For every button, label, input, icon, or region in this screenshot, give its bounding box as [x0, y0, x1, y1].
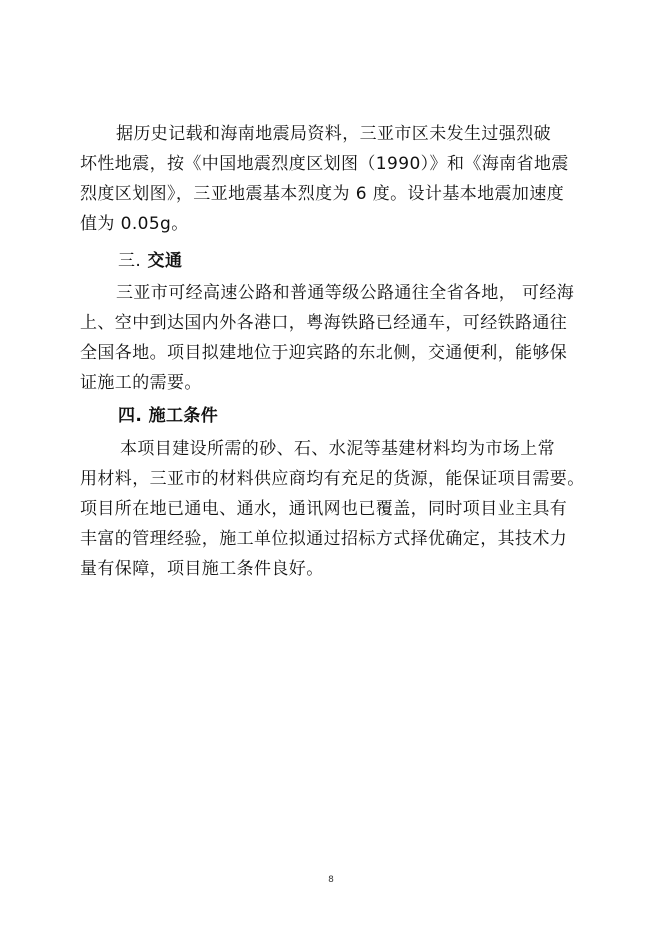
paragraph-1-line-2: 坏性地震，按《中国地震烈度区划图（1990）》和《海南省地震	[80, 154, 569, 174]
paragraph-1-line-4: 值为 0.05g。	[80, 214, 189, 234]
section-3-line-4: 证施工的需要。	[80, 373, 202, 393]
section-4-line-5: 量有保障，项目施工条件良好。	[80, 559, 324, 579]
section-4-number: 四.	[118, 406, 143, 426]
paragraph-1-line-3: 烈度区划图》，三亚地震基本烈度为 6 度。设计基本地震加速度	[80, 184, 565, 204]
section-4-line-1: 本项目建设所需的砂、石、水泥等基建材料均为市场上常	[120, 439, 555, 459]
section-3-heading	[118, 249, 182, 273]
paragraph-1-line-1: 据历史记载和海南地震局资料，三亚市区未发生过强烈破	[116, 124, 551, 144]
section-4-title: 施工条件	[148, 406, 219, 426]
section-4-line-2: 用材料，三亚市的材料供应商均有充足的货源，能保证项目需要。	[80, 469, 585, 489]
section-3-line-2: 上、空中到达国内外各港口，粤海铁路已经通车，可经铁路通往	[80, 313, 568, 333]
section-4-heading	[118, 404, 218, 428]
page-number: 8	[328, 875, 334, 885]
section-4-line-4: 丰富的管理经验，施工单位拟通过招标方式择优确定，其技术力	[80, 529, 568, 549]
section-3-number: 三.	[118, 251, 142, 271]
section-3-title: 交通	[147, 251, 183, 271]
section-4-line-3: 项目所在地已通电、通水，通讯网也已覆盖，同时项目业主具有	[80, 499, 568, 519]
section-3-line-3: 全国各地。项目拟建地位于迎宾路的东北侧，交通便利，能够保	[80, 343, 568, 363]
section-3-line-1: 三亚市可经高速公路和普通等级公路通往全省各地， 可经海	[116, 283, 575, 303]
